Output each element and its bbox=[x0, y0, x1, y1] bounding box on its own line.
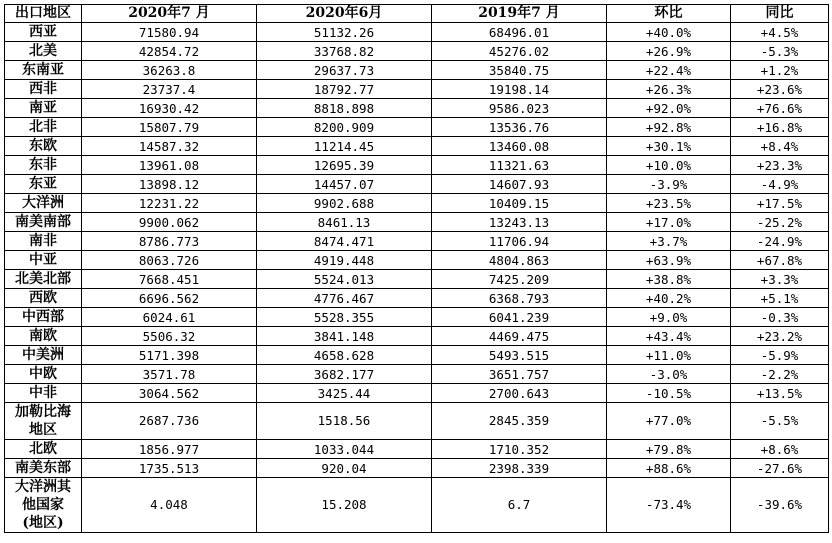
cell-yoy: +1.2% bbox=[731, 61, 829, 80]
region-label: 南美南部 bbox=[15, 214, 71, 230]
cell-yoy: +3.3% bbox=[731, 270, 829, 289]
table-body bbox=[5, 23, 829, 533]
region-label: 南美东部 bbox=[15, 460, 71, 476]
cell-yoy: -24.9% bbox=[731, 232, 829, 251]
cell-mom: +10.0% bbox=[607, 156, 731, 175]
cell-jul-2019: 7425.209 bbox=[432, 270, 607, 289]
cell-region bbox=[5, 99, 82, 118]
cell-yoy: -5.3% bbox=[731, 42, 829, 61]
cell-mom: +77.0% bbox=[607, 403, 731, 440]
cell-mom: +38.8% bbox=[607, 270, 731, 289]
cell-jul-2019: 6.7 bbox=[432, 478, 607, 533]
table-row bbox=[5, 61, 829, 80]
cell-jul-2020: 3064.562 bbox=[82, 384, 257, 403]
header-region: 出口地区 bbox=[5, 5, 82, 23]
cell-jul-2019: 4469.475 bbox=[432, 327, 607, 346]
cell-jul-2020: 36263.8 bbox=[82, 61, 257, 80]
cell-jul-2020: 42854.72 bbox=[82, 42, 257, 61]
cell-mom: +9.0% bbox=[607, 308, 731, 327]
cell-jul-2019: 3651.757 bbox=[432, 365, 607, 384]
cell-jul-2019: 11706.94 bbox=[432, 232, 607, 251]
cell-yoy: -27.6% bbox=[731, 459, 829, 478]
cell-jul-2020: 5506.32 bbox=[82, 327, 257, 346]
cell-jul-2020: 71580.94 bbox=[82, 23, 257, 42]
table-row bbox=[5, 459, 829, 478]
region-label: 西欧 bbox=[29, 290, 57, 306]
header-jun-2020: 2020年6月 bbox=[257, 5, 432, 23]
table-row bbox=[5, 403, 829, 440]
cell-region bbox=[5, 365, 82, 384]
cell-jun-2020: 1518.56 bbox=[257, 403, 432, 440]
cell-mom: +40.0% bbox=[607, 23, 731, 42]
table-row bbox=[5, 251, 829, 270]
region-label: 中欧 bbox=[29, 366, 57, 382]
table-row bbox=[5, 99, 829, 118]
header-yoy: 同比 bbox=[731, 5, 829, 23]
cell-yoy: +8.6% bbox=[731, 440, 829, 459]
table-row bbox=[5, 156, 829, 175]
cell-mom: -10.5% bbox=[607, 384, 731, 403]
cell-jun-2020: 3682.177 bbox=[257, 365, 432, 384]
table-row bbox=[5, 365, 829, 384]
cell-jul-2020: 5171.398 bbox=[82, 346, 257, 365]
region-label: 南亚 bbox=[29, 100, 57, 116]
cell-jul-2020: 9900.062 bbox=[82, 213, 257, 232]
cell-mom: +17.0% bbox=[607, 213, 731, 232]
table-row bbox=[5, 194, 829, 213]
cell-mom: +3.7% bbox=[607, 232, 731, 251]
cell-mom: +22.4% bbox=[607, 61, 731, 80]
region-label: 西非 bbox=[29, 81, 57, 97]
cell-jul-2020: 12231.22 bbox=[82, 194, 257, 213]
region-label: 东南亚 bbox=[22, 62, 64, 78]
cell-jul-2020: 7668.451 bbox=[82, 270, 257, 289]
cell-mom: +92.0% bbox=[607, 99, 731, 118]
table-row bbox=[5, 478, 829, 533]
cell-jun-2020: 15.208 bbox=[257, 478, 432, 533]
cell-jul-2020: 16930.42 bbox=[82, 99, 257, 118]
cell-yoy: -2.2% bbox=[731, 365, 829, 384]
cell-jul-2019: 13243.13 bbox=[432, 213, 607, 232]
cell-region bbox=[5, 61, 82, 80]
cell-region bbox=[5, 251, 82, 270]
region-label: 中亚 bbox=[29, 252, 57, 268]
cell-jun-2020: 11214.45 bbox=[257, 137, 432, 156]
cell-mom: +30.1% bbox=[607, 137, 731, 156]
cell-mom: +40.2% bbox=[607, 289, 731, 308]
cell-jul-2019: 2845.359 bbox=[432, 403, 607, 440]
cell-jun-2020: 18792.77 bbox=[257, 80, 432, 99]
table-row bbox=[5, 137, 829, 156]
region-label: 东欧 bbox=[29, 138, 57, 154]
export-region-table-container bbox=[4, 4, 829, 533]
cell-mom: +23.5% bbox=[607, 194, 731, 213]
cell-jul-2019: 2398.339 bbox=[432, 459, 607, 478]
cell-mom: -3.0% bbox=[607, 365, 731, 384]
table-header-row bbox=[5, 5, 829, 23]
cell-jul-2020: 1735.513 bbox=[82, 459, 257, 478]
cell-jul-2019: 68496.01 bbox=[432, 23, 607, 42]
cell-mom: +63.9% bbox=[607, 251, 731, 270]
table-row bbox=[5, 23, 829, 42]
cell-jul-2020: 15807.79 bbox=[82, 118, 257, 137]
cell-mom: +43.4% bbox=[607, 327, 731, 346]
cell-yoy: +13.5% bbox=[731, 384, 829, 403]
region-label: 东亚 bbox=[29, 176, 57, 192]
region-label: 西亚 bbox=[29, 24, 57, 40]
cell-jul-2019: 4804.863 bbox=[432, 251, 607, 270]
cell-yoy: +23.6% bbox=[731, 80, 829, 99]
cell-yoy: -5.5% bbox=[731, 403, 829, 440]
cell-jul-2020: 6696.562 bbox=[82, 289, 257, 308]
cell-region bbox=[5, 327, 82, 346]
cell-region bbox=[5, 213, 82, 232]
cell-jul-2020: 13898.12 bbox=[82, 175, 257, 194]
cell-region bbox=[5, 289, 82, 308]
table-row bbox=[5, 289, 829, 308]
cell-jun-2020: 920.04 bbox=[257, 459, 432, 478]
cell-jul-2019: 10409.15 bbox=[432, 194, 607, 213]
table-row bbox=[5, 232, 829, 251]
cell-yoy: -4.9% bbox=[731, 175, 829, 194]
region-label: 北美北部 bbox=[15, 271, 71, 287]
region-label: 大洋洲其 他国家 (地区) bbox=[15, 479, 71, 531]
table-row bbox=[5, 270, 829, 289]
cell-region bbox=[5, 23, 82, 42]
cell-yoy: -39.6% bbox=[731, 478, 829, 533]
cell-yoy: +23.3% bbox=[731, 156, 829, 175]
cell-yoy: -5.9% bbox=[731, 346, 829, 365]
cell-jul-2020: 14587.32 bbox=[82, 137, 257, 156]
cell-region bbox=[5, 384, 82, 403]
cell-jun-2020: 29637.73 bbox=[257, 61, 432, 80]
region-label: 加勒比海 地区 bbox=[15, 404, 71, 438]
cell-jun-2020: 5524.013 bbox=[257, 270, 432, 289]
cell-jul-2019: 35840.75 bbox=[432, 61, 607, 80]
table-row bbox=[5, 308, 829, 327]
cell-jul-2020: 13961.08 bbox=[82, 156, 257, 175]
region-label: 北非 bbox=[29, 119, 57, 135]
cell-jun-2020: 33768.82 bbox=[257, 42, 432, 61]
region-label: 北欧 bbox=[29, 441, 57, 457]
cell-region bbox=[5, 80, 82, 99]
cell-yoy: +23.2% bbox=[731, 327, 829, 346]
cell-mom: -3.9% bbox=[607, 175, 731, 194]
cell-mom: +11.0% bbox=[607, 346, 731, 365]
cell-jun-2020: 8474.471 bbox=[257, 232, 432, 251]
header-mom: 环比 bbox=[607, 5, 731, 23]
cell-yoy: +4.5% bbox=[731, 23, 829, 42]
cell-jun-2020: 1033.044 bbox=[257, 440, 432, 459]
table-row bbox=[5, 384, 829, 403]
cell-region bbox=[5, 270, 82, 289]
region-label: 南欧 bbox=[29, 328, 57, 344]
cell-region bbox=[5, 478, 82, 533]
header-jul-2020: 2020年7 月 bbox=[82, 5, 257, 23]
cell-yoy: +76.6% bbox=[731, 99, 829, 118]
region-label: 中美洲 bbox=[22, 347, 64, 363]
table-row bbox=[5, 440, 829, 459]
cell-yoy: +17.5% bbox=[731, 194, 829, 213]
cell-region bbox=[5, 232, 82, 251]
cell-jun-2020: 12695.39 bbox=[257, 156, 432, 175]
cell-jul-2019: 9586.023 bbox=[432, 99, 607, 118]
cell-jun-2020: 3841.148 bbox=[257, 327, 432, 346]
cell-jun-2020: 4919.448 bbox=[257, 251, 432, 270]
region-label: 南非 bbox=[29, 233, 57, 249]
region-label: 北美 bbox=[29, 43, 57, 59]
cell-jul-2020: 2687.736 bbox=[82, 403, 257, 440]
cell-jul-2020: 8063.726 bbox=[82, 251, 257, 270]
table-row bbox=[5, 42, 829, 61]
cell-mom: +92.8% bbox=[607, 118, 731, 137]
cell-jul-2019: 6041.239 bbox=[432, 308, 607, 327]
cell-jun-2020: 4658.628 bbox=[257, 346, 432, 365]
cell-jul-2019: 5493.515 bbox=[432, 346, 607, 365]
cell-jul-2019: 1710.352 bbox=[432, 440, 607, 459]
cell-region bbox=[5, 175, 82, 194]
cell-yoy: +67.8% bbox=[731, 251, 829, 270]
cell-region bbox=[5, 459, 82, 478]
cell-jun-2020: 8818.898 bbox=[257, 99, 432, 118]
cell-jun-2020: 5528.355 bbox=[257, 308, 432, 327]
cell-region bbox=[5, 118, 82, 137]
table-row bbox=[5, 327, 829, 346]
cell-jul-2020: 6024.61 bbox=[82, 308, 257, 327]
cell-jul-2020: 23737.4 bbox=[82, 80, 257, 99]
cell-jul-2019: 13536.76 bbox=[432, 118, 607, 137]
cell-mom: -73.4% bbox=[607, 478, 731, 533]
header-jul-2019: 2019年7 月 bbox=[432, 5, 607, 23]
cell-yoy: +8.4% bbox=[731, 137, 829, 156]
cell-jul-2020: 1856.977 bbox=[82, 440, 257, 459]
cell-region bbox=[5, 156, 82, 175]
table-row bbox=[5, 346, 829, 365]
cell-mom: +26.9% bbox=[607, 42, 731, 61]
cell-jul-2020: 3571.78 bbox=[82, 365, 257, 384]
cell-yoy: +16.8% bbox=[731, 118, 829, 137]
cell-region bbox=[5, 137, 82, 156]
cell-mom: +79.8% bbox=[607, 440, 731, 459]
cell-jul-2019: 11321.63 bbox=[432, 156, 607, 175]
cell-region bbox=[5, 403, 82, 440]
cell-yoy: +5.1% bbox=[731, 289, 829, 308]
cell-jul-2019: 6368.793 bbox=[432, 289, 607, 308]
cell-yoy: -0.3% bbox=[731, 308, 829, 327]
cell-mom: +26.3% bbox=[607, 80, 731, 99]
cell-jul-2019: 19198.14 bbox=[432, 80, 607, 99]
cell-jun-2020: 9902.688 bbox=[257, 194, 432, 213]
cell-mom: +88.6% bbox=[607, 459, 731, 478]
cell-jun-2020: 14457.07 bbox=[257, 175, 432, 194]
cell-region bbox=[5, 440, 82, 459]
cell-jul-2020: 4.048 bbox=[82, 478, 257, 533]
cell-jun-2020: 8200.909 bbox=[257, 118, 432, 137]
cell-region bbox=[5, 42, 82, 61]
table-row bbox=[5, 175, 829, 194]
region-label: 东非 bbox=[29, 157, 57, 173]
cell-jul-2020: 8786.773 bbox=[82, 232, 257, 251]
cell-region bbox=[5, 346, 82, 365]
cell-region bbox=[5, 308, 82, 327]
cell-jul-2019: 2700.643 bbox=[432, 384, 607, 403]
region-label: 中西部 bbox=[22, 309, 64, 325]
cell-jul-2019: 13460.08 bbox=[432, 137, 607, 156]
cell-jul-2019: 45276.02 bbox=[432, 42, 607, 61]
cell-jun-2020: 4776.467 bbox=[257, 289, 432, 308]
region-label: 中非 bbox=[29, 385, 57, 401]
export-region-table bbox=[4, 4, 829, 533]
cell-jun-2020: 51132.26 bbox=[257, 23, 432, 42]
cell-region bbox=[5, 194, 82, 213]
cell-yoy: -25.2% bbox=[731, 213, 829, 232]
region-label: 大洋洲 bbox=[22, 195, 64, 211]
table-row bbox=[5, 213, 829, 232]
cell-jun-2020: 3425.44 bbox=[257, 384, 432, 403]
cell-jul-2019: 14607.93 bbox=[432, 175, 607, 194]
table-row bbox=[5, 118, 829, 137]
table-row bbox=[5, 80, 829, 99]
cell-jun-2020: 8461.13 bbox=[257, 213, 432, 232]
